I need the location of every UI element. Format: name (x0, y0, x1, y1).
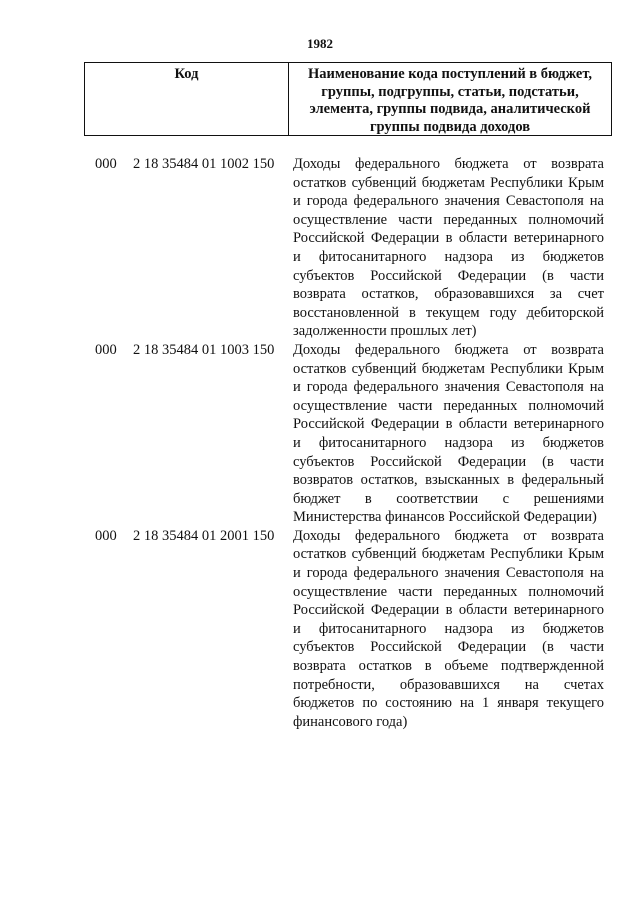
revenue-description: Доходы федерального бюджета от возврата остатков субвенций бюджетам Республики Крым и города федерального значения Севастополя на осуществление части переданных полномочий Российской Федерации в области ветеринарного и фитосанитарного надзора из бюджетов субъектов Российской Федерации (в части возврата остатков, образовавшихся за счет восстановленной в текущем году дебиторской задолженности прошлых лет) (293, 156, 604, 340)
revenue-code: 2 18 35484 01 2001 150 (133, 527, 275, 544)
admin-code: 000 (95, 341, 117, 358)
code-column-header: Код (85, 63, 289, 135)
name-column-header: Наименование кода поступлений в бюджет, группы, подгруппы, статьи, подстатьи, элемента, группы подвида, аналитической группы подвида доходов (307, 66, 593, 135)
table-row (95, 527, 612, 732)
page-number: 1982 (307, 36, 333, 51)
revenue-code: 2 18 35484 01 1002 150 (133, 156, 275, 172)
revenue-description: Доходы федерального бюджета от возврата остатков субвенций бюджетам Республики Крым и города федерального значения Севастополя на осуществление части переданных полномочий Российской Федерации в области ветеринарного и фитосанитарного надзора из бюджетов субъектов Российской Федерации (в части возвратов остатков, взысканных в федеральный бюджет в соответствии с решениями Министерства финансов Российской Федерации) (293, 341, 604, 526)
revenue-code-list (95, 155, 612, 731)
table-header (84, 62, 612, 136)
admin-code: 000 (95, 156, 117, 172)
revenue-description: Доходы федерального бюджета от возврата остатков субвенций бюджетам Республики Крым и города федерального значения Севастополя на осуществление части переданных полномочий Российской Федерации в области ветеринарного и фитосанитарного надзора из бюджетов субъектов Российской Федерации (в части возврата остатков в объеме подтвержденной потребности, образовавшихся на счетах бюджетов по состоянию на 1 января текущего финансового года) (293, 527, 604, 730)
admin-code: 000 (95, 527, 117, 544)
revenue-code: 2 18 35484 01 1003 150 (133, 341, 275, 358)
table-row (95, 341, 612, 527)
table-row (95, 155, 612, 341)
